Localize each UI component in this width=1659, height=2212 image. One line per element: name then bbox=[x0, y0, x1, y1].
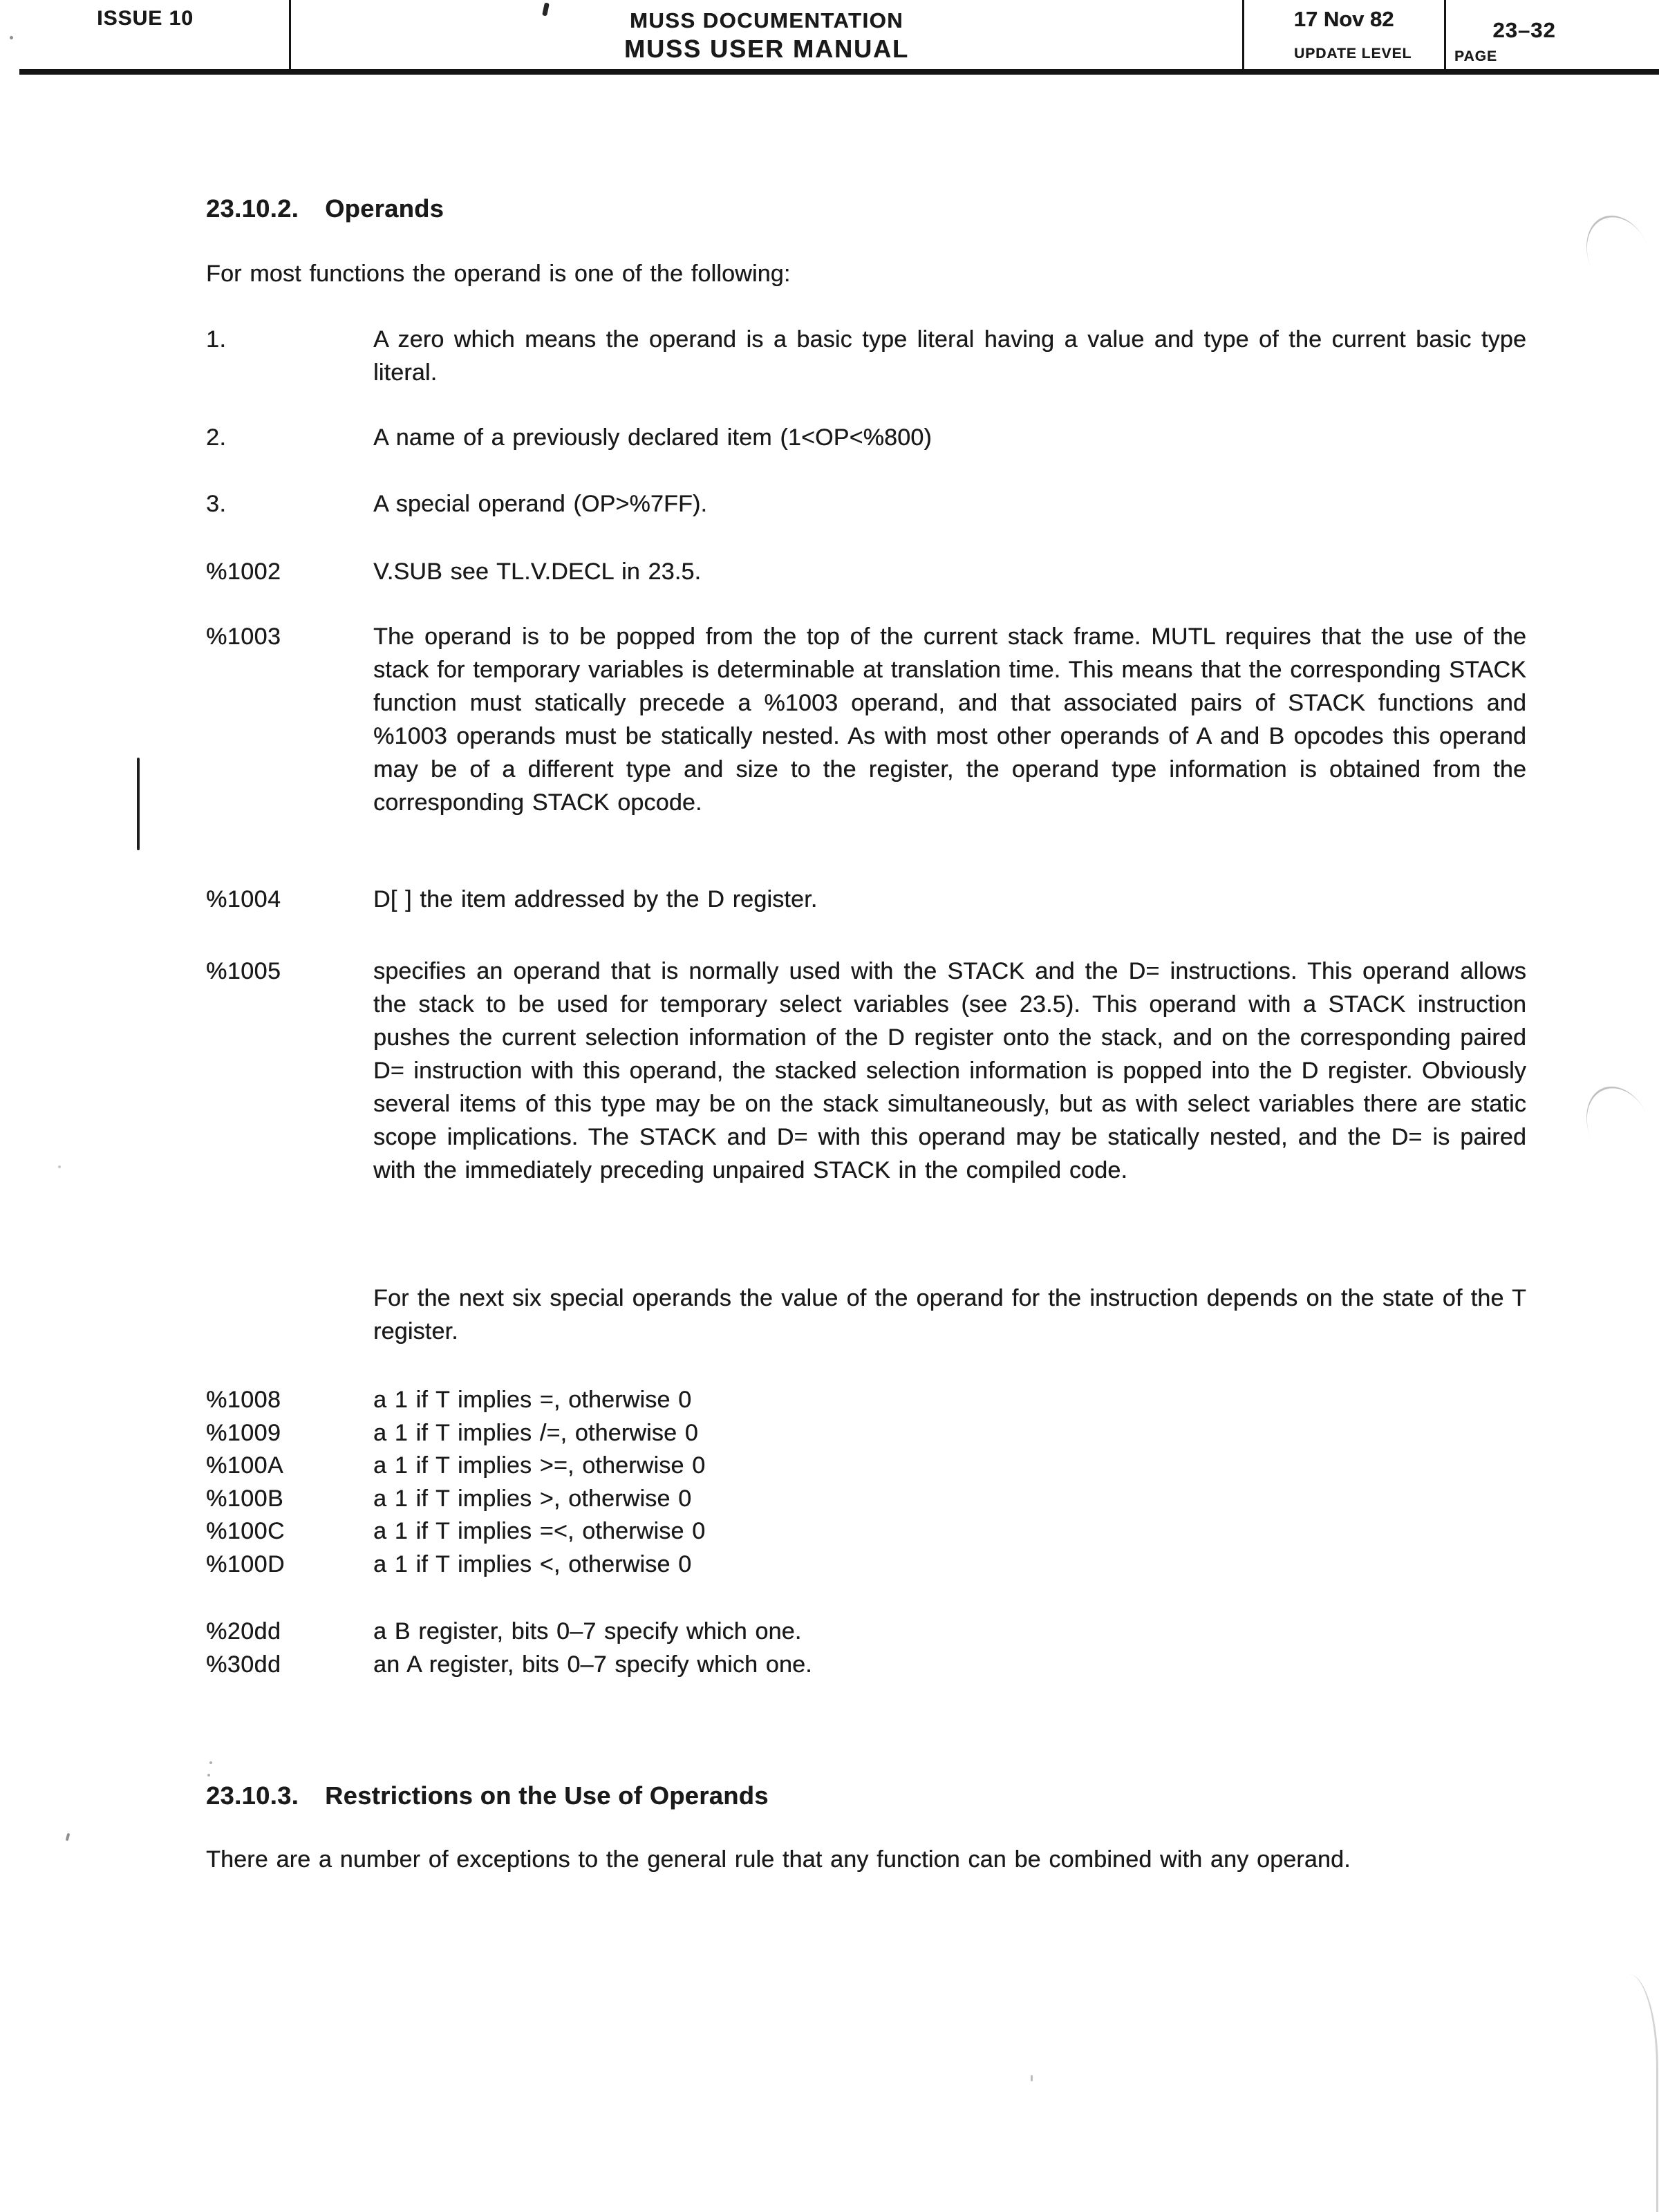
operand-code: %1004 bbox=[206, 886, 281, 912]
restrictions-body: There are a number of exceptions to the general rule that any function can be combined with any operand. bbox=[206, 1846, 1351, 1873]
operand-description: V.SUB see TL.V.DECL in 23.5. bbox=[373, 559, 702, 585]
operand-code: %1005 bbox=[206, 958, 281, 984]
operand-description: D[ ] the item addressed by the D register. bbox=[373, 886, 818, 912]
section-heading-operands bbox=[206, 194, 444, 223]
scan-artifact bbox=[58, 1165, 61, 1168]
operand-description: specifies an operand that is normally used with the STACK and the D= instructions. This operand allows the stack to be used for temporary select variables (see 23.5). This operand with a STACK instruction pushes the current selection information of the D register onto the stack, and on the corresponding paired D= instruction with this operand, the stacked selection information is popped into the D register. Obviously several items of this type may be on the stack simultaneously, but as with select variables there are static scope implications. The STACK and D= with this operand may be statically nested, and the D= is paired with the immediately preceding unpaired STACK in the compiled code. bbox=[373, 958, 1526, 1183]
operand-description: a 1 if T implies >, otherwise 0 bbox=[373, 1485, 692, 1512]
operand-code: %1008 bbox=[206, 1387, 281, 1413]
scan-artifact bbox=[10, 36, 13, 39]
document-title-line1: MUSS DOCUMENTATION bbox=[629, 8, 904, 32]
operand-description: a 1 if T implies >=, otherwise 0 bbox=[373, 1452, 706, 1479]
document-title-line2: MUSS USER MANUAL bbox=[624, 35, 909, 63]
scan-artifact bbox=[66, 1833, 71, 1841]
operand-code: %100D bbox=[206, 1551, 285, 1577]
section-heading-restrictions bbox=[206, 1781, 769, 1810]
page-number: 23–32 bbox=[1492, 18, 1556, 42]
operand-code: %100B bbox=[206, 1485, 284, 1512]
operand-code: %30dd bbox=[206, 1651, 281, 1678]
scan-artifact bbox=[1626, 1974, 1658, 2212]
operands-intro: For most functions the operand is one of the following: bbox=[206, 261, 791, 287]
scan-artifact bbox=[1031, 2075, 1033, 2081]
scan-artifact bbox=[1574, 205, 1647, 269]
operand-description: The operand is to be popped from the top of the current stack frame. MUTL requires that the use of the stack for temporary variables is determinable at translation time. This means that the corresponding STACK function must statically precede a %1003 operand, and that associated pairs of STACK functions and %1003 operands must be statically nested. As with most other operands of A and B opcodes this operand may be of a different type and size to the register, the operand type information is obtained from the corresponding STACK opcode. bbox=[373, 624, 1526, 816]
operand-description: a B register, bits 0–7 specify which one. bbox=[373, 1618, 802, 1644]
operand-description: a 1 if T implies =<, otherwise 0 bbox=[373, 1518, 706, 1544]
update-date: 17 Nov 82 bbox=[1293, 7, 1394, 31]
operand-code: %20dd bbox=[206, 1618, 281, 1644]
operand-code: %100A bbox=[206, 1452, 284, 1479]
operand-code: %100C bbox=[206, 1518, 285, 1544]
scan-artifact bbox=[207, 1774, 210, 1777]
issue-label: ISSUE 10 bbox=[97, 7, 194, 30]
operand-code: 3. bbox=[206, 491, 227, 517]
margin-change-bar bbox=[137, 758, 140, 850]
section-number: 23.10.3. bbox=[206, 1781, 299, 1810]
operand-code: 2. bbox=[206, 424, 227, 451]
operand-description: a 1 if T implies <, otherwise 0 bbox=[373, 1551, 692, 1577]
operand-description: A zero which means the operand is a basic type literal having a value and type of the current basic type literal. bbox=[373, 326, 1526, 386]
scan-artifact bbox=[209, 1761, 212, 1764]
operand-description: a 1 if T implies /=, otherwise 0 bbox=[373, 1420, 698, 1446]
document-title bbox=[290, 8, 1243, 64]
operand-description: an A register, bits 0–7 specify which one. bbox=[373, 1651, 812, 1678]
operand-code: 1. bbox=[206, 326, 227, 353]
operand-description: A special operand (OP>%7FF). bbox=[373, 491, 708, 517]
section-title: Operands bbox=[325, 194, 444, 223]
operand-code: %1002 bbox=[206, 559, 281, 585]
update-level-label: UPDATE LEVEL bbox=[1294, 46, 1412, 62]
section-number: 23.10.2. bbox=[206, 194, 299, 223]
operand-description: A name of a previously declared item (1<OP<%800) bbox=[373, 424, 932, 451]
page-label: PAGE bbox=[1454, 48, 1497, 64]
section-title: Restrictions on the Use of Operands bbox=[325, 1781, 769, 1810]
operand-code: %1003 bbox=[206, 624, 281, 650]
operand-description: a 1 if T implies =, otherwise 0 bbox=[373, 1387, 692, 1413]
header-rule bbox=[19, 69, 1659, 75]
scan-artifact bbox=[1574, 1076, 1647, 1140]
t-register-note: For the next six special operands the value of the operand for the instruction depends on the state of the T register. bbox=[373, 1285, 1526, 1344]
operand-code: %1009 bbox=[206, 1420, 281, 1446]
